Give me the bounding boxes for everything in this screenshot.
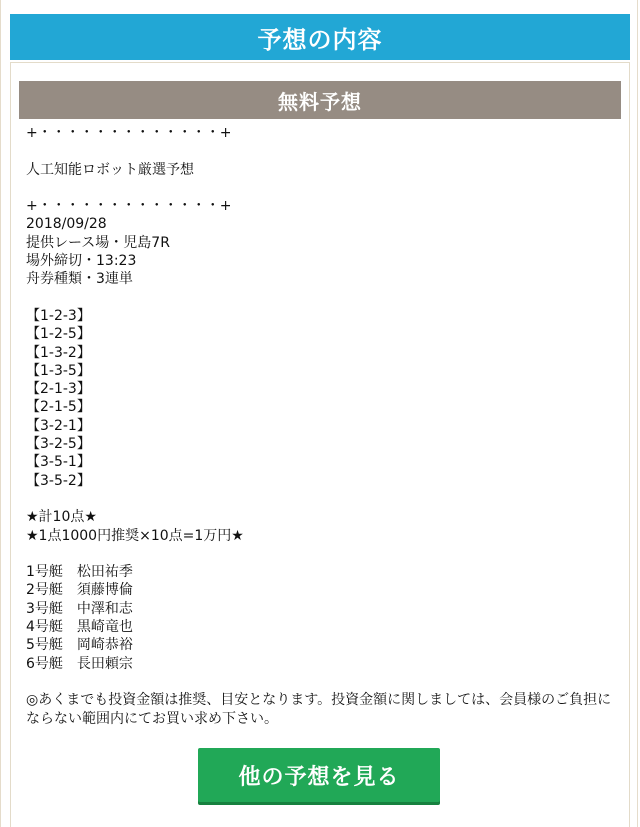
total-points: ★計10点★: [26, 509, 97, 526]
combination-item: 【1-3-5】: [26, 362, 91, 379]
spacer: [26, 545, 616, 563]
divider-top: +・・・・・・・・・・・・・+: [26, 125, 232, 141]
combination-item: 【3-5-1】: [26, 454, 91, 471]
race-venue: 提供レース場・児島7R: [26, 234, 170, 251]
racer-item: 4号艇 黒崎竜也: [26, 619, 133, 636]
combination-item: 【1-2-5】: [26, 326, 91, 343]
view-other-predictions-button[interactable]: [198, 748, 440, 802]
race-deadline: 場外締切・13:23: [26, 253, 137, 270]
plan-name: 人工知能ロボット厳選予想: [26, 161, 194, 178]
section-title: [19, 81, 621, 119]
spacer: [26, 490, 616, 508]
racer-item: 1号艇 松田祐季: [26, 564, 133, 581]
combination-item: 【2-1-5】: [26, 399, 91, 416]
race-date: 2018/09/28: [26, 216, 107, 233]
spacer: [26, 289, 616, 307]
racer-item: 2号艇 須藤博倫: [26, 582, 133, 599]
combination-item: 【1-2-3】: [26, 307, 91, 324]
racer-list: [26, 563, 616, 673]
combination-item: 【2-1-3】: [26, 381, 91, 398]
combination-item: 【3-5-2】: [26, 472, 91, 489]
spacer: [26, 673, 616, 691]
investment-notice: ◎あくまでも投資金額は推奨、目安となります。投資金額に関しましては、会員様のご負担にならない範囲内にてお買い求め下さい。: [26, 692, 612, 727]
bet-recommendation: ★1点1000円推奨×10点=1万円★: [26, 527, 244, 544]
combination-item: 【3-2-5】: [26, 436, 91, 453]
combination-item: 【3-2-1】: [26, 417, 91, 434]
page-title: [10, 14, 630, 60]
combination-item: 【1-3-2】: [26, 344, 91, 361]
prediction-content: [26, 124, 616, 728]
racer-item: 5号艇 岡崎恭裕: [26, 637, 133, 654]
view-other-predictions-label: 他の予想を見る: [238, 764, 400, 790]
racer-item: 6号艇 長田頼宗: [26, 655, 133, 672]
combination-list: [26, 307, 616, 490]
spacer: [26, 142, 616, 160]
divider-bottom: +・・・・・・・・・・・・・+: [26, 198, 232, 215]
page-title-text: 予想の内容: [257, 25, 383, 54]
spacer: [26, 179, 616, 197]
section-title-text: 無料予想: [278, 89, 362, 114]
racer-item: 3号艇 中澤和志: [26, 600, 133, 617]
ticket-type: 舟券種類・3連単: [26, 271, 133, 288]
